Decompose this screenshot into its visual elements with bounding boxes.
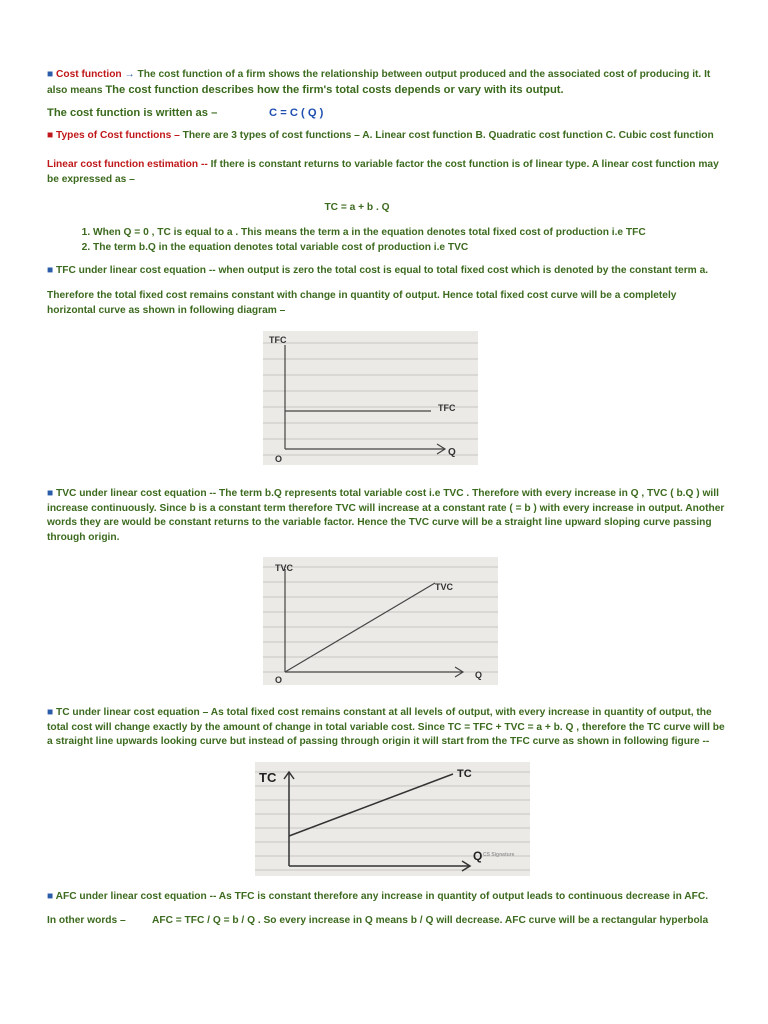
- cost-function-text-emphasis: The cost function describes how the firm's total costs depends or vary with its output.: [105, 83, 564, 96]
- tc-curve: [289, 774, 453, 836]
- tc-diagram-svg: [255, 762, 530, 876]
- linear-estimation-text: If there is constant returns to variable factor the cost function is of linear type. A linear cost function may be expressed as –: [47, 159, 719, 185]
- origin-label: O: [275, 454, 283, 464]
- numbered-list: [47, 226, 727, 255]
- heading-types: Types of Cost functions –: [56, 130, 180, 141]
- bullet-icon: ■: [47, 488, 54, 499]
- bullet-icon: ■: [47, 130, 54, 141]
- bullet-icon: ■: [47, 707, 54, 718]
- afc-formula-text: AFC = TFC / Q = b / Q . So every increase in Q means b / Q will decrease. AFC curve will be a rectangular hyperbola: [152, 915, 709, 926]
- list-item: 1. When Q = 0 , TC is equal to a . This means the term a in the equation denotes total fixed cost of production i.e TFC: [93, 226, 727, 241]
- list-item: 2. The term b.Q in the equation denotes total variable cost of production i.e TVC: [93, 241, 727, 256]
- paragraph-tfc-curve: Therefore the total fixed cost remains constant with change in quantity of output. Hence total fixed cost curve will be a completely horizontal curve as shown in following diagram –: [47, 290, 677, 316]
- q-axis-label: Q: [448, 447, 456, 458]
- paragraph-types-of-cost-functions: [47, 129, 727, 144]
- arrow-right-icon: →: [124, 69, 135, 80]
- cost-function-formula: C = C ( Q ): [269, 107, 324, 119]
- tc-curve-label: TC: [457, 768, 472, 780]
- tvc-diagram: [263, 557, 498, 685]
- other-words-label: In other words –: [47, 915, 126, 926]
- tfc-diagram-svg: [263, 331, 478, 465]
- tfc-y-label: TFC: [269, 335, 287, 345]
- q-axis-label: Q: [473, 849, 483, 863]
- paragraph-tfc: [47, 264, 727, 279]
- types-text: There are 3 types of cost functions – A. Linear cost function B. Quadratic cost function C. Cubic cost function: [179, 130, 714, 141]
- paragraph-tc: [47, 706, 727, 750]
- tc-y-label: TC: [259, 770, 277, 785]
- tfc-text: TFC under linear cost equation -- when output is zero the total cost is equal to total fixed cost which is denoted by the constant term a.: [56, 265, 709, 276]
- paragraph-cost-function: [47, 68, 727, 98]
- heading-linear-estimation: Linear cost function estimation --: [47, 159, 208, 170]
- paragraph-tvc: [47, 487, 727, 545]
- watermark: CS Signature: [483, 852, 515, 858]
- origin-label: O: [275, 675, 283, 685]
- paragraph-afc-other-words: [47, 914, 727, 929]
- tvc-diagram-svg: [263, 557, 498, 685]
- afc-text: AFC under linear cost equation -- As TFC is constant therefore any increase in quantity of output leads to continuous decrease in AFC.: [55, 891, 709, 902]
- written-as-label: The cost function is written as –: [47, 107, 218, 119]
- tvc-text: TVC under linear cost equation -- The term b.Q represents total variable cost i.e TVC . Therefore with every increase in Q , TVC ( b.Q ) will increase continuously. Since b is a constant term therefore TVC will increase at a constant rate ( = b ) with every increase in output. Another words they are would be constant returns to the variable factor. Hence the TVC curve will be a straight line upward sloping curve passing through origin.: [47, 488, 725, 543]
- heading-cost-function: Cost function: [56, 69, 122, 80]
- paragraph-linear-estimation: [47, 158, 727, 187]
- tfc-diagram: [263, 331, 478, 465]
- cost-function-text: The cost function of a firm shows the relationship between output produced and the associated cost of producing it. It also means: [47, 69, 711, 96]
- tvc-y-label: TVC: [275, 563, 293, 573]
- q-axis-label: Q: [475, 670, 483, 680]
- tvc-curve-label: TVC: [435, 582, 453, 592]
- bullet-icon: ■: [47, 265, 54, 276]
- paragraph-afc: [47, 890, 727, 905]
- bullet-icon: ■: [47, 891, 54, 902]
- equation-tc: TC = a + b . Q: [324, 202, 390, 213]
- paragraph-cost-function-written: [47, 106, 727, 121]
- tc-text: TC under linear cost equation – As total fixed cost remains constant at all levels of output, with every increase in quantity of output, the total cost will change exactly by the amount of change in total variable cost. Since TC = TFC + TVC = a + b. Q , therefore the TC curve will be a straight line upwards looking curve but instead of passing through origin it will start from the TFC curve as shown in following figure --: [47, 707, 725, 748]
- bullet-icon: ■: [47, 69, 54, 80]
- tc-diagram: [255, 762, 530, 876]
- tfc-curve-label: TFC: [438, 403, 456, 413]
